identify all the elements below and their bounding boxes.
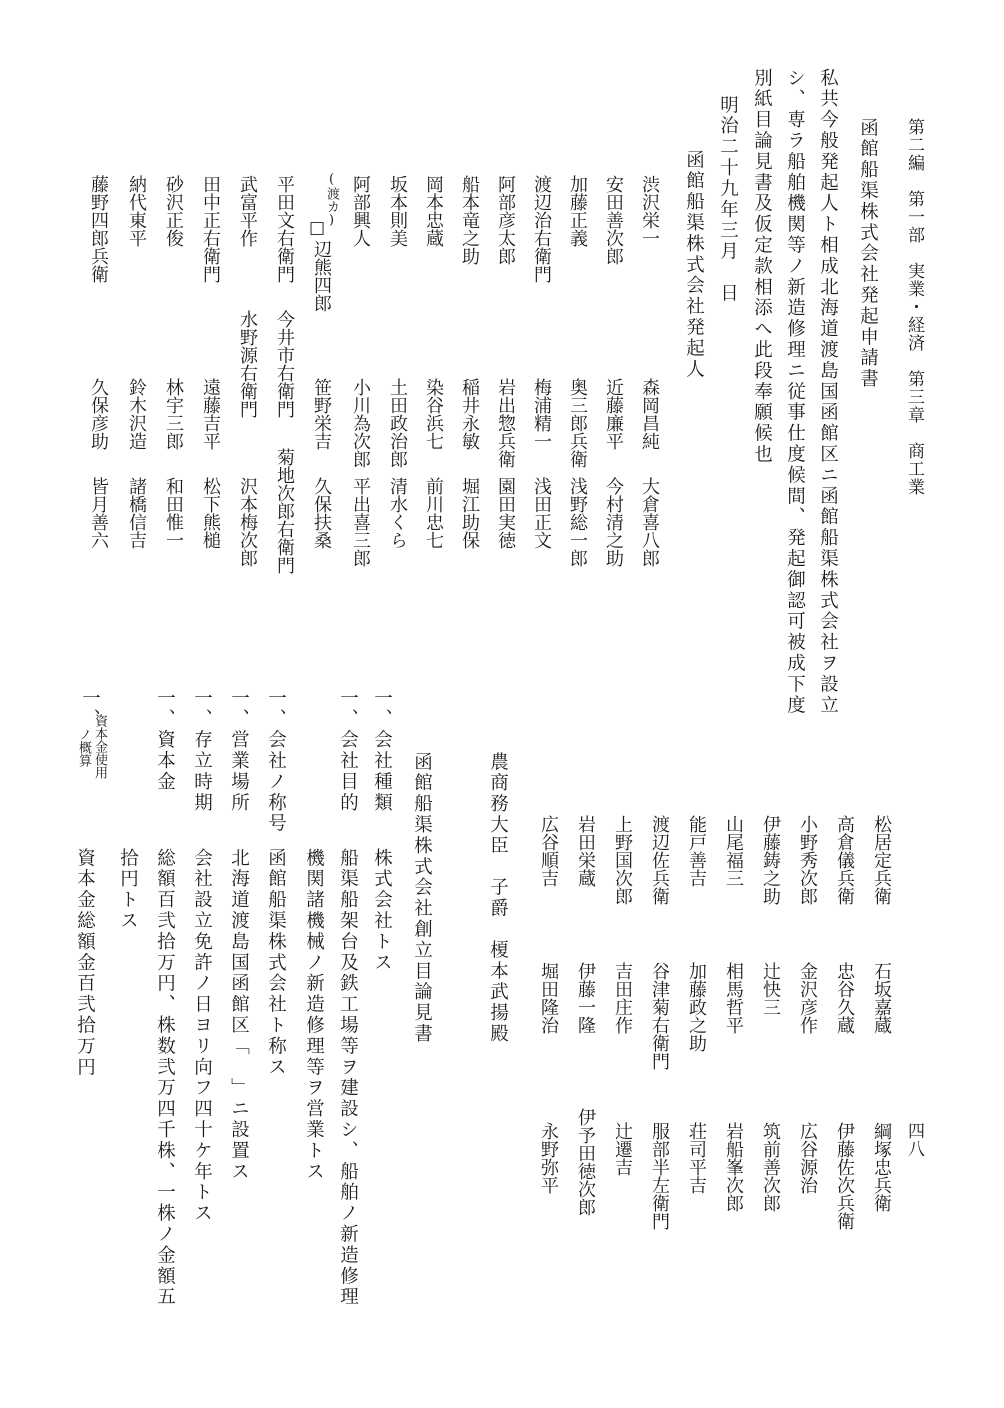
item-value-continued: 機関諸機械ノ新造修理等ヲ営業トス xyxy=(303,848,325,1183)
page-number: 四八 xyxy=(904,1122,924,1158)
promoter-name: 渋沢栄一 xyxy=(639,175,660,247)
missing-character-box: □ xyxy=(307,218,327,238)
petition-signatory: 函館船渠株式会社発起人 xyxy=(683,150,705,380)
item-value: 北海道渡島国函館区「 」ニ設置ス xyxy=(228,848,250,1183)
promoter-name: 上野国次郎 xyxy=(612,815,633,905)
promoter-name: 田中正右衛門 xyxy=(200,175,221,283)
promoter-name: 加藤政之助 xyxy=(686,962,707,1052)
item-value: 株式会社トス xyxy=(371,848,393,974)
promoter-name: 武富平作 xyxy=(237,175,258,247)
item-label: 一、営業場所 xyxy=(228,688,250,814)
item-label-split-a: 資本金使用 xyxy=(92,714,107,779)
promoter-name: 堀田隆治 xyxy=(538,962,559,1034)
item-label: 一、資本金 xyxy=(154,688,176,793)
petition-line-1: 私共今般発起人ト相成北海道渡島国函館区ニ函館船渠株式会社ヲ設立 xyxy=(817,68,839,716)
item-label: 一、会社種類 xyxy=(371,688,393,814)
item-label-split-b: ノ概算 xyxy=(76,728,91,767)
promoter-name: 清水くら xyxy=(387,477,408,549)
promoter-name: 岩船峯次郎 xyxy=(723,1122,744,1212)
promoter-name: 松居定兵衛 xyxy=(871,815,892,905)
promoter-name: 筑前善次郎 xyxy=(760,1122,781,1212)
promoter-name: 辻遷吉 xyxy=(612,1122,633,1176)
promoter-name: 堀江助保 xyxy=(459,477,480,549)
promoter-name: 金沢彦作 xyxy=(797,962,818,1034)
promoter-name: 船本竜之助 xyxy=(459,175,480,265)
promoter-name: 岡本忠蔵 xyxy=(423,175,444,247)
promoter-name: 笹野栄吉 xyxy=(311,378,332,450)
promoter-name: 永野弥平 xyxy=(538,1122,559,1194)
promoter-name: 今井市右衛門 xyxy=(274,310,295,418)
promoter-name: 岩田栄蔵 xyxy=(575,815,596,887)
addressee: 農商務大臣 子爵 榎本武揚殿 xyxy=(487,752,509,1045)
promoter-name: 加藤正義 xyxy=(567,175,588,247)
promoter-name: 浅野総一郎 xyxy=(567,477,588,567)
promoter-name: 梅浦精一 xyxy=(531,378,552,450)
promoter-name: 伊藤鋳之助 xyxy=(760,815,781,905)
promoter-name: 忠谷久蔵 xyxy=(834,962,855,1034)
promoter-name: 砂沢正俊 xyxy=(163,175,184,247)
promoter-name: 渡辺治右衛門 xyxy=(531,175,552,283)
promoter-name: 久保扶桑 xyxy=(311,477,332,549)
promoter-name: 沢本梅次郎 xyxy=(237,477,258,567)
promoter-name: 伊藤一隆 xyxy=(575,962,596,1034)
promoter-name: 石坂嘉蔵 xyxy=(871,962,892,1034)
promoter-name: 辻快三 xyxy=(760,962,781,1016)
promoter-name: 相馬哲平 xyxy=(723,962,744,1034)
petition-line-2: シ、専ラ船舶機関等ノ新造修理ニ従事仕度候間、発起御認可被成下度 xyxy=(784,68,806,716)
promoter-name: 平田文右衛門 xyxy=(274,175,295,283)
item-value: 船渠船架台及鉄工場等ヲ建設シ、船舶ノ新造修理 xyxy=(337,848,359,1308)
promoter-name: 近藤廉平 xyxy=(603,378,624,450)
promoter-name: 諸橋信吉 xyxy=(126,477,147,549)
promoter-name: 谷津菊右衛門 xyxy=(649,962,670,1070)
petition-line-3: 別紙目論見書及仮定款相添へ此段奉願候也 xyxy=(751,68,773,466)
promoter-name: 安田善次郎 xyxy=(603,175,624,265)
promoter-name: 辺熊四郎 xyxy=(311,240,332,312)
item-label: 一、会社ノ称号 xyxy=(265,688,287,835)
promoter-name: 広谷源治 xyxy=(797,1122,818,1194)
promoter-name: 広谷順吉 xyxy=(538,815,559,887)
promoter-name: 小野秀次郎 xyxy=(797,815,818,905)
promoter-name: 綱塚忠兵衛 xyxy=(871,1122,892,1212)
promoter-name: 能戸善吉 xyxy=(686,815,707,887)
petition-date: 明治二十九年三月 日 xyxy=(717,95,739,304)
promoter-name: 土田政治郎 xyxy=(387,378,408,468)
promoter-name: 高倉儀兵衛 xyxy=(834,815,855,905)
promoter-name: 菊地次郎右衛門 xyxy=(274,448,295,574)
promoter-name: 服部半左衛門 xyxy=(649,1122,670,1230)
item-value: 総額百弐拾万円、株数弐万四千株、一株ノ金額五 xyxy=(154,848,176,1308)
promoter-name: 吉田庄作 xyxy=(612,962,633,1034)
promoter-name: 前川忠七 xyxy=(423,477,444,549)
promoter-name: 大倉喜八郎 xyxy=(639,477,660,567)
petition-title: 函館船渠株式会社発起申請書 xyxy=(857,118,879,390)
item-value: 会社設立免許ノ日ヨリ向フ四十ケ年トス xyxy=(191,848,213,1225)
promoter-name: 小川為次郎 xyxy=(350,378,371,468)
promoter-name: 山尾福三 xyxy=(723,815,744,887)
promoter-name: 水野源右衛門 xyxy=(237,310,258,418)
promoter-name: 納代東平 xyxy=(126,175,147,247)
item-value: 函館船渠株式会社ト称ス xyxy=(265,848,287,1078)
promoter-name: 渡辺佐兵衛 xyxy=(649,815,670,905)
item-label: 一、存立時期 xyxy=(191,688,213,814)
promoter-name: 染谷浜七 xyxy=(423,378,444,450)
item-value: 資本金総額金百弐拾万円 xyxy=(74,848,96,1078)
item-label: 一、会社目的 xyxy=(337,688,359,814)
promoter-name: 阿部興人 xyxy=(350,175,371,247)
promoter-name: 伊予田徳次郎 xyxy=(575,1108,596,1216)
promoter-name: 遠藤吉平 xyxy=(200,378,221,450)
promoter-name: 皆月善六 xyxy=(88,477,109,549)
promoter-name: 松下熊槌 xyxy=(200,477,221,549)
promoter-name: 久保彦助 xyxy=(88,378,109,450)
promoter-name: 坂本則美 xyxy=(387,175,408,247)
item-label: 一、 xyxy=(79,688,101,730)
promoter-name: 園田実徳 xyxy=(495,477,516,549)
promoter-name: 今村清之助 xyxy=(603,477,624,567)
promoter-name: 平出喜三郎 xyxy=(350,477,371,567)
promoter-name: 浅田正文 xyxy=(531,477,552,549)
editorial-annotation: (渡カ) xyxy=(324,172,339,228)
promoter-name: 鈴木沢造 xyxy=(126,378,147,450)
promoter-name: 稲井永敏 xyxy=(459,378,480,450)
promoter-name: 伊藤佐次兵衛 xyxy=(834,1122,855,1230)
promoter-name: 森岡昌純 xyxy=(639,378,660,450)
promoter-name: 和田惟一 xyxy=(163,477,184,549)
promoter-name: 藤野四郎兵衛 xyxy=(88,175,109,283)
promoter-name: 阿部彦太郎 xyxy=(495,175,516,265)
promoter-name: 岩出惣兵衛 xyxy=(495,378,516,468)
prospectus-title: 函館船渠株式会社創立目論見書 xyxy=(411,752,433,1045)
running-head: 第二編 第一部 実業・経済 第三章 商工業 xyxy=(904,118,924,496)
promoter-name: 奥三郎兵衛 xyxy=(567,378,588,468)
item-value-continued: 拾円トス xyxy=(117,848,139,932)
promoter-name: 林宇三郎 xyxy=(163,378,184,450)
promoter-name: 荘司平吉 xyxy=(686,1122,707,1194)
